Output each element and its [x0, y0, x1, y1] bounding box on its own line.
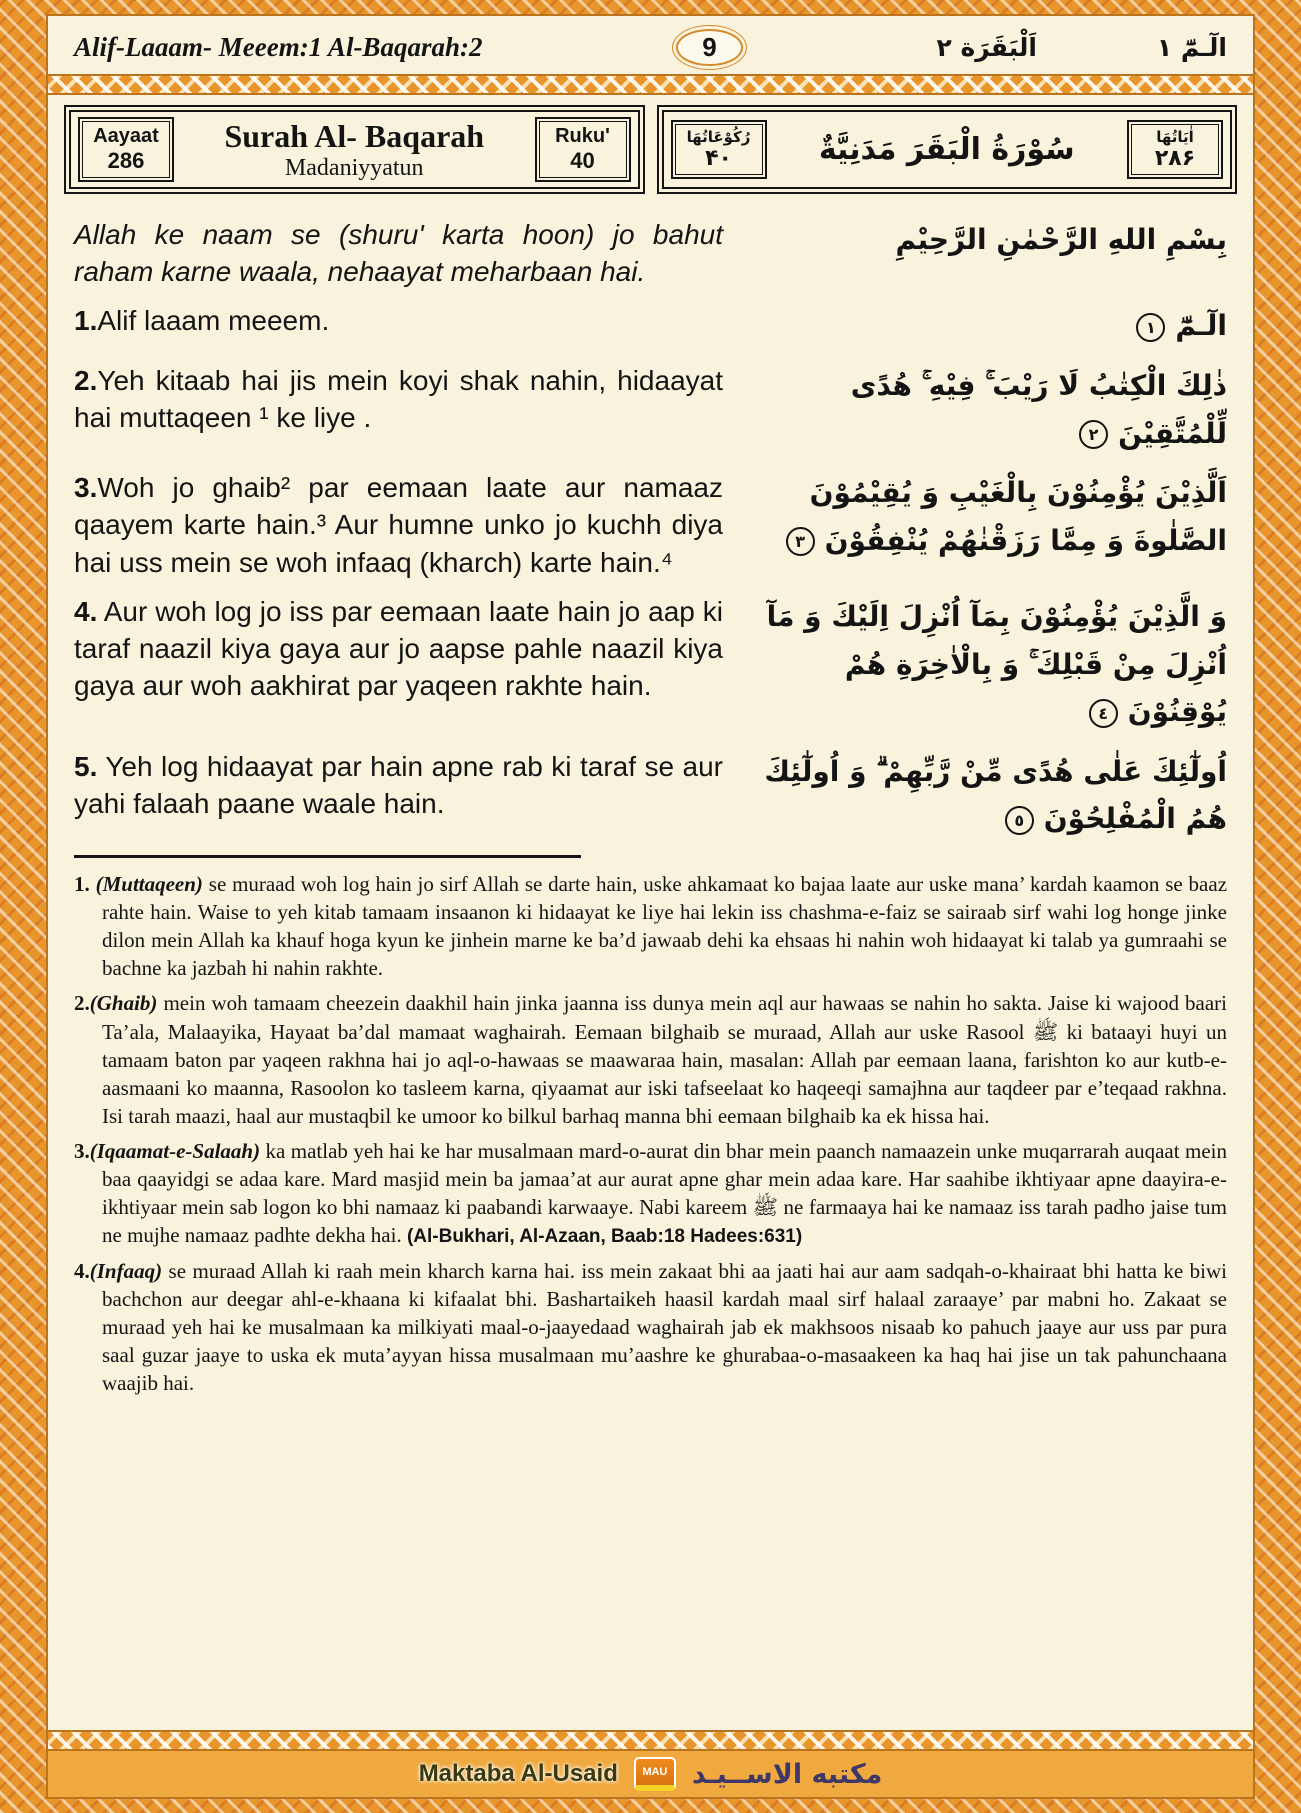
- verse-translation: [74, 469, 723, 581]
- verse-number: 2.: [74, 365, 98, 397]
- ayah-number-mark: ٥: [1005, 806, 1034, 835]
- verse-row-bismillah: [74, 216, 1227, 290]
- footnote-text: mein woh tamaam cheezein daakhil hain jinka jaanna iss dunya mein aql aur hawaas se nahin ho sakta. Jaise ki wajood baari Ta’ala, Malaayika, Hayaat ba’dal mamaat waghairah. Eemaan bilghaib se muraad, Allah aur uske Rasool ﷺ ki bataayi huyi un tamaam baton par yaqeen rakhna hai jo aql-o-hawaas se maawaraa hain, masalan: Allah par eemaan laana, farishton ko aur kutb-e-aasmaani ko maanna, Rasoolon ko tasleem karna, qiyaamat aur iski tafseelaat ko haqeeqi samajhna aur taqdeer par e’teqaad rakhna. Isi tarah maazi, haal aur mustaqbil ke umoor ko bilkul barhaq manna bhi eemaan bilghaib ka ek hissa hai.: [102, 991, 1227, 1128]
- verse-arabic-text: بِسْمِ اللهِ الرَّحْمٰنِ الرَّحِيْمِ: [895, 223, 1227, 256]
- verse-arabic: [749, 748, 1227, 843]
- ayah-number-mark: ٣: [786, 527, 815, 556]
- verse-row-5: [74, 748, 1227, 843]
- verse-arabic: [749, 362, 1227, 457]
- verse-number: 5.: [74, 750, 98, 782]
- footnote-reference: (Al-Bukhari, Al-Azaan, Baab:18 Hadees:631): [406, 1226, 803, 1248]
- verse-arabic-text: اَلَّذِيْنَ يُؤْمِنُوْنَ بِالْغَيْبِ وَ يُقِيْمُوْنَ الصَّلٰوةَ وَ مِمَّا رَزَقْنٰهُمْ يُنْفِقُوْنَ: [809, 476, 1227, 557]
- bismillah-translation: [74, 216, 723, 290]
- verse-row-1: [74, 302, 1227, 350]
- footnote-term: (Ghaib): [89, 991, 158, 1016]
- ayah-number-mark: ٤: [1089, 699, 1118, 728]
- surah-header-english: [64, 105, 645, 194]
- aayaat-count-box-arabic: [1127, 120, 1223, 179]
- footnote-number: 1.: [74, 871, 90, 896]
- aayaat-count-box: [78, 117, 174, 182]
- publisher-name-arabic: مكتبه الاســيـد: [691, 1758, 883, 1790]
- page-inner: [46, 14, 1255, 1799]
- bismillah-arabic: [749, 216, 1227, 290]
- page-number-badge: [676, 29, 742, 66]
- page-footer: [48, 1751, 1253, 1797]
- verse-arabic-text: وَ الَّذِيْنَ يُؤْمِنُوْنَ بِمَآ اُنْزِلَ اِلَيْكَ وَ مَآ اُنْزِلَ مِنْ قَبْلِكَ ۚ وَ بِالْاٰخِرَةِ هُمْ يُوْقِنُوْنَ: [766, 599, 1227, 729]
- page-header: [48, 16, 1253, 74]
- footnotes-section: [74, 870, 1227, 1398]
- aayaat-value-arabic: ۲۸۶: [1154, 146, 1196, 171]
- verse-arabic: [749, 593, 1227, 736]
- ruku-label-arabic: رُكُوْعَاتُهَا: [686, 128, 751, 146]
- surah-title-arabic: سُوْرَةُ الْبَقَرَ مَدَنِيَّةٌ: [818, 132, 1075, 167]
- surah-title-block: [186, 118, 523, 182]
- verse-translation-text: Alif laaam meeem.: [97, 305, 330, 337]
- footnote-text: se muraad Allah ki raah mein kharch karna hai. iss mein zakaat bhi aa jaati hai aur aam sadqah-o-khairaat bhi hatta ke biwi bachchon aur deegar ahl-e-khaana ki kifaalat bhi. Bashartaikeh haasil kardah maal sirf halaal zaraaye’ par mabni ho. Zakaat se muraad yeh hai ke musalmaan ka milkiyati maal-o-jaayedaad waghairah jab ek makhsoos nisaab ko pahuch jaaye aur uss par pura saal guzar jaaye to uska ek muta’ayyan hissa musalmaan mu’aashre ke ghurabaa-o-masaakeen ka haq hai jise un tak pahunchaana waajib hai.: [102, 1258, 1228, 1396]
- verse-translation-text: Woh jo ghaib² par eemaan laate aur namaaz qaayem karte hain.³ Aur humne unko jo kuchh diya hai uss mein se woh infaaq (kharch) karte hain.⁴: [74, 472, 723, 578]
- verse-translation-text: Yeh log hidaayat par hain apne rab ki taraf se aur yahi falaah paane waale hain.: [74, 750, 723, 819]
- ruku-count-box-arabic: [671, 120, 767, 179]
- verse-arabic: [749, 469, 1227, 581]
- surah-marker-arabic: اَلْبَقَرَة ٢: [936, 32, 1037, 62]
- verse-translation: [74, 362, 723, 457]
- verses-section: [74, 216, 1227, 843]
- footnote-term: (Muttaqeen): [95, 871, 203, 896]
- aayaat-value: 286: [107, 148, 145, 173]
- footnote-term: (Iqaamat-e-Salaah): [89, 1139, 261, 1164]
- footnote-number: 4.: [74, 1258, 90, 1283]
- surah-title: Surah Al- Baqarah: [224, 117, 485, 154]
- verse-translation: [74, 302, 723, 350]
- verse-number: 3.: [74, 472, 98, 504]
- footnote-2: [74, 989, 1227, 1130]
- header-transliteration: Alif-Laaam- Meeem:1 Al-Baqarah:2: [74, 31, 483, 62]
- footnote-4: [74, 1257, 1227, 1398]
- surah-subtitle: Madaniyyatun: [284, 154, 424, 181]
- footnote-3: [74, 1137, 1227, 1250]
- header-arabic-markers: [936, 33, 1227, 62]
- verse-translation-text: Aur woh log jo iss par eemaan laate hain jo aap ki taraf naazil kiya gaya aur jo aapse pahle naazil kiya gaya aur woh aakhirat par yaqeen rakhte hain.: [74, 595, 723, 702]
- verse-arabic-text: اُولٰٓئِكَ عَلٰى هُدًى مِّنْ رَّبِّهِمْ ۗ وَ اُولٰٓئِكَ هُمُ الْمُفْلِحُوْنَ: [764, 754, 1227, 836]
- verse-translation: [74, 593, 723, 736]
- publisher-name-english: Maktaba Al-Usaid: [418, 1760, 618, 1787]
- footnote-1: [74, 870, 1227, 983]
- verse-row-4: [74, 593, 1227, 736]
- verse-translation: [74, 748, 723, 843]
- footnote-number: 3.: [74, 1139, 90, 1164]
- verse-translation-text: Yeh kitaab hai jis mein koyi shak nahin, hidaayat hai muttaqeen ¹ ke liye .: [74, 365, 723, 434]
- footnote-divider: [74, 855, 581, 858]
- footnote-text: ka matlab yeh hai ke har musalmaan mard-o-aurat din bhar mein paanch namaazein unke muqarrarah auqaat mein baa qaayidgi se adaa kare. Mard masjid mein ba jamaa’at aur aurat apne ghar mein adaa kare. Har saahibe ikhtiyaar apne daayira-e-ikhtiyaar mein sab logon ko bhi namaaz ki paabandi karwaaye. Nabi kareem ﷺ ne farmaaya hai ke namaaz iss tarah padho jaise tum ne mujhe namaaz padhte dekha hai.: [102, 1139, 1228, 1248]
- ruku-value: 40: [570, 148, 595, 173]
- footnote-term: (Infaaq): [89, 1258, 163, 1283]
- ruku-value-arabic: ۴۰: [705, 146, 732, 171]
- ayah-number-mark: ١: [1136, 313, 1165, 342]
- verse-number: 4.: [74, 595, 98, 627]
- aayaat-label: Aayaat: [93, 125, 159, 147]
- surah-header: [48, 95, 1253, 200]
- verse-row-2: [74, 362, 1227, 457]
- ruku-count-box: [535, 117, 631, 182]
- publisher-logo-text: MAU: [642, 1766, 668, 1778]
- juz-marker-arabic: الٓـمّٓ ١: [1156, 32, 1227, 62]
- surah-header-arabic: [657, 105, 1238, 194]
- verse-arabic-text: الٓـمّٓ: [1175, 309, 1227, 343]
- footnote-number: 2.: [74, 991, 90, 1016]
- verse-arabic: [749, 302, 1227, 350]
- verse-translation-text: Allah ke naam se (shuru' karta hoon) jo bahut raham karne waala, nehaayat meharbaan hai.: [74, 219, 723, 288]
- aayaat-label-arabic: اٰيَاتُهَا: [1156, 128, 1194, 146]
- ornament-divider-top: [48, 74, 1253, 95]
- page-content: [48, 200, 1253, 1730]
- page-number: 9: [676, 29, 742, 66]
- footnote-text: se muraad woh log hain jo sirf Allah se darte hain, uske ahkamaat ko bajaa laate aur uske mana’ kardah kaamon se baaz rahte hain. Waise to yeh kitab tamaam insaanon ki hidaayat ke liye hai lekin iss chashma-e-faiz se sairaab sirf wahi log honge jinke dilon mein Allah ka khauf hoga kyun ke jinhein marne ke ba’d jawaab dehi ka ehsaas hi nahin woh hidaayat ki talab ya gumraahi se bachne ka jazbah hi nahin rakhte.: [102, 871, 1228, 981]
- ayah-number-mark: ٢: [1079, 420, 1108, 449]
- verse-row-3: [74, 469, 1227, 581]
- verse-arabic-text: ذٰلِكَ الْكِتٰبُ لَا رَيْبَ ۚ فِيْهِ ۚ هُدًى لِّلْمُتَّقِيْنَ: [850, 369, 1227, 450]
- ruku-label: Ruku': [555, 125, 610, 147]
- ornament-divider-bottom: [48, 1730, 1253, 1751]
- publisher-logo: [634, 1757, 676, 1791]
- verse-number: 1.: [74, 305, 98, 337]
